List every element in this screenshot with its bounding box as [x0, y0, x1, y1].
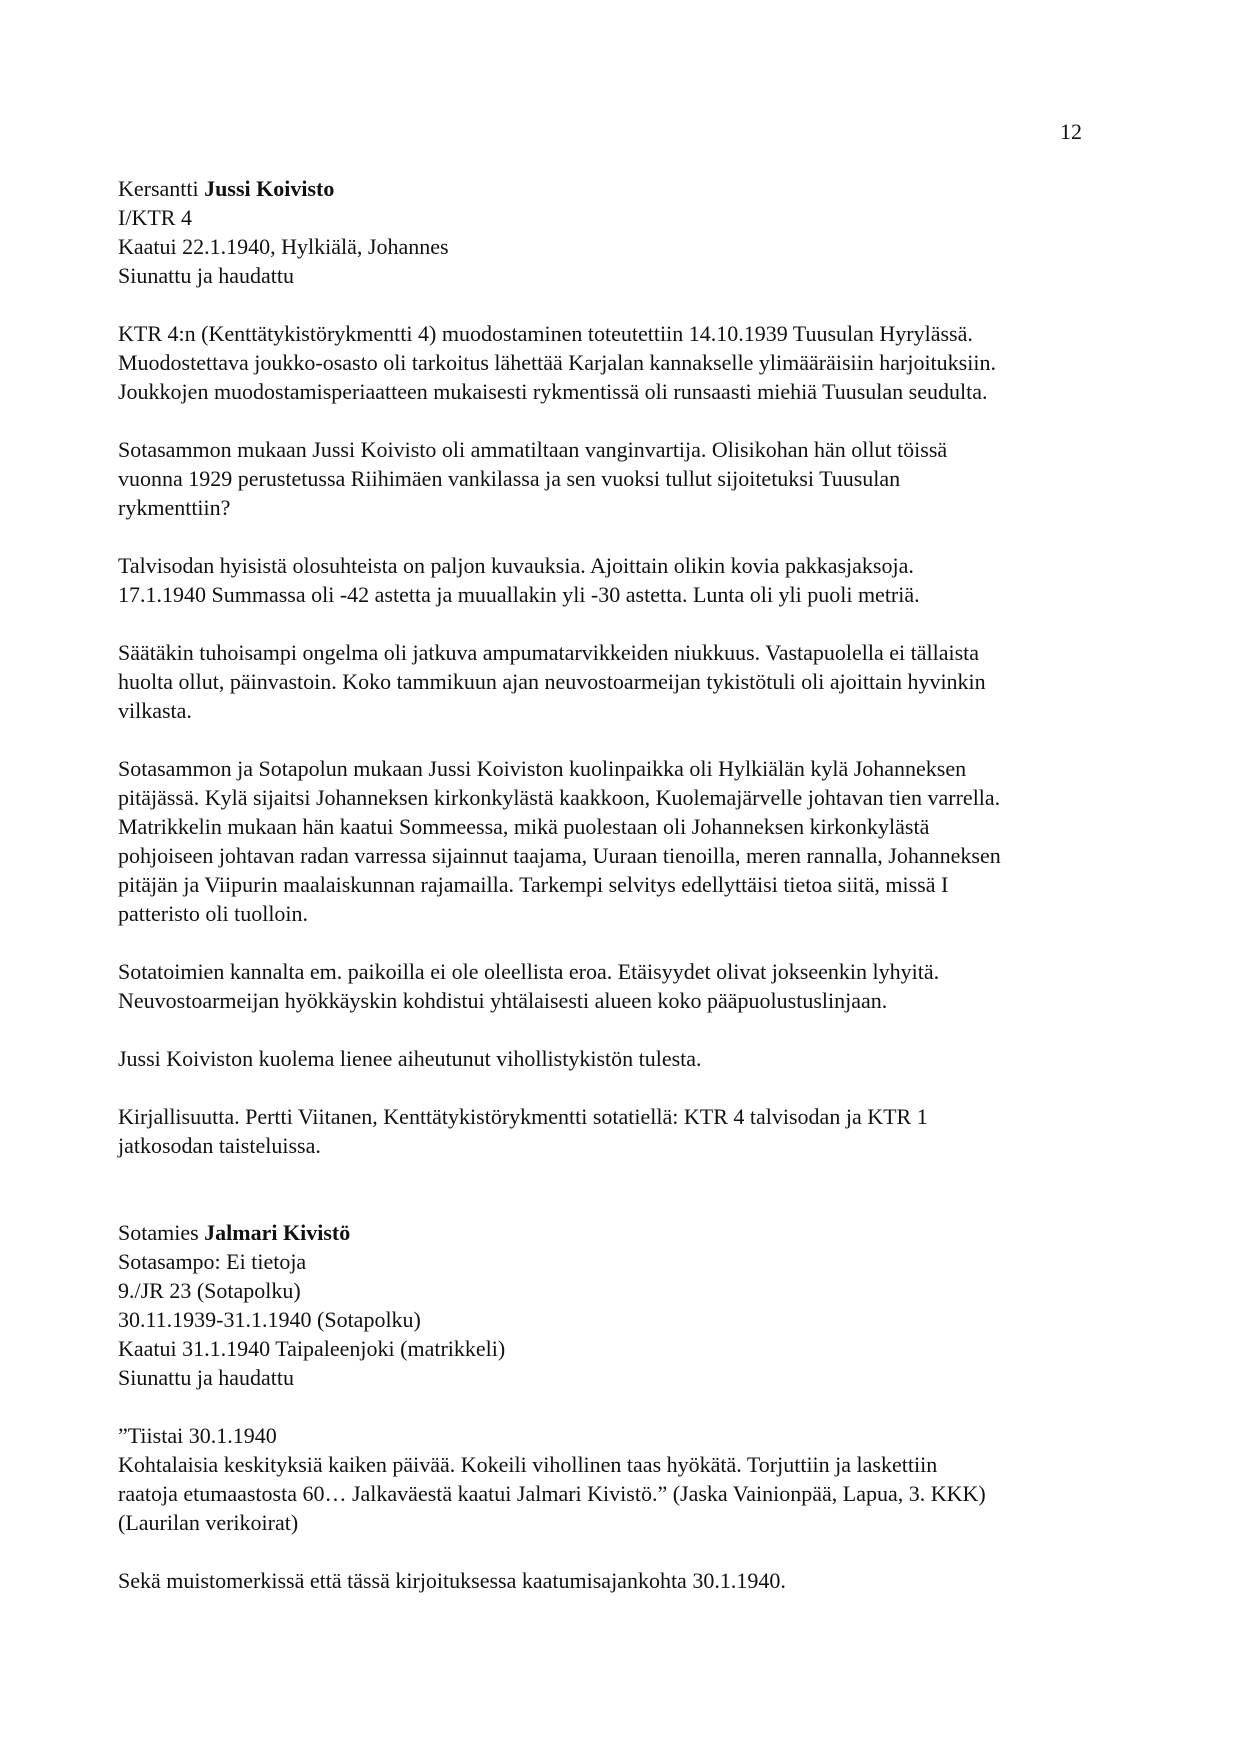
text-line: Muodostettava joukko-osasto oli tarkoitus lähettää Karjalan kannakselle ylimääräisiin harjoituksiin.	[118, 350, 996, 375]
text-line: Talvisodan hyisistä olosuhteista on paljon kuvauksia. Ajoittain olikin kovia pakkasjaksoja.	[118, 553, 914, 578]
document-body	[118, 174, 1128, 1595]
text-line: Matrikkelin mukaan hän kaatui Sommeessa, mikä puolestaan oli Johanneksen kirkonkylästä	[118, 814, 930, 839]
paragraph	[118, 1566, 1128, 1595]
text-line: 17.1.1940 Summassa oli -42 astetta ja muuallakin yli -30 astetta. Lunta oli yli puoli metriä.	[118, 582, 920, 607]
text-line: pitäjän ja Viipurin maalaiskunnan rajamailla. Tarkempi selvitys edellyttäisi tietoa siitä, missä I	[118, 872, 949, 897]
text-line: Sekä muistomerkissä että tässä kirjoituksessa kaatumisajankohta 30.1.1940.	[118, 1568, 786, 1593]
text-line: KTR 4:n (Kenttätykistörykmentti 4) muodostaminen toteutettiin 14.10.1939 Tuusulan Hyrylässä.	[118, 321, 973, 346]
soldier-unit: I/KTR 4	[118, 205, 192, 230]
paragraph	[118, 551, 1128, 609]
text-line: vilkasta.	[118, 698, 192, 723]
text-line: pitäjässä. Kylä sijaitsi Johanneksen kirkonkylästä kaakkoon, Kuolemajärvelle johtavan tien varrella.	[118, 785, 1001, 810]
paragraph-quote	[118, 1421, 1128, 1537]
entry-jalmari-kivisto	[118, 1218, 1128, 1595]
soldier-death: Kaatui 22.1.1940, Hylkiälä, Johannes	[118, 234, 449, 259]
soldier-rank: Kersantti	[118, 176, 205, 201]
soldier-burial: Siunattu ja haudattu	[118, 263, 294, 288]
soldier-service-period: 30.11.1939-31.1.1940 (Sotapolku)	[118, 1307, 421, 1332]
soldier-name: Jussi Koivisto	[204, 176, 335, 201]
soldier-title-line	[118, 1218, 1128, 1247]
entry-jussi-koivisto	[118, 174, 1128, 1160]
text-line: Kohtalaisia keskityksiä kaiken päivää. Kokeili vihollinen taas hyökätä. Torjuttiin ja laskettiin	[118, 1452, 938, 1477]
entry-header	[118, 174, 1128, 290]
soldier-rank: Sotamies	[118, 1220, 205, 1245]
text-line: rykmenttiin?	[118, 495, 231, 520]
soldier-sotasampo: Sotasampo: Ei tietoja	[118, 1249, 307, 1274]
text-line: huolta ollut, päinvastoin. Koko tammikuun ajan neuvostoarmeijan tykistötuli oli ajoittain hyvinkin	[118, 669, 986, 694]
page-number: 12	[1060, 119, 1082, 144]
paragraph	[118, 754, 1128, 928]
text-line: Joukkojen muodostamisperiaatteen mukaisesti rykmentissä oli runsaasti miehiä Tuusulan seudulta.	[118, 379, 988, 404]
paragraph	[118, 957, 1128, 1015]
text-line: pohjoiseen johtavan radan varressa sijainnut taajama, Uuraan tienoilla, meren rannalla, Johanneksen	[118, 843, 1001, 868]
text-line: Kirjallisuutta. Pertti Viitanen, Kenttätykistörykmentti sotatiellä: KTR 4 talvisodan ja KTR 1	[118, 1104, 928, 1129]
text-line: Säätäkin tuhoisampi ongelma oli jatkuva ampumatarvikkeiden niukkuus. Vastapuolella ei tällaista	[118, 640, 980, 665]
soldier-name: Jalmari Kivistö	[204, 1220, 351, 1245]
paragraph	[118, 638, 1128, 725]
text-line: jatkosodan taisteluissa.	[118, 1133, 321, 1158]
text-line: Jussi Koiviston kuolema lienee aiheutunut vihollistykistön tulesta.	[118, 1046, 702, 1071]
text-line: Neuvostoarmeijan hyökkäyskin kohdistui yhtälaisesti alueen koko pääpuolustuslinjaan.	[118, 988, 888, 1013]
text-line: Sotasammon ja Sotapolun mukaan Jussi Koiviston kuolinpaikka oli Hylkiälän kylä Johanneksen	[118, 756, 967, 781]
text-line: patteristo oli tuolloin.	[118, 901, 309, 926]
paragraph	[118, 435, 1128, 522]
soldier-burial: Siunattu ja haudattu	[118, 1365, 294, 1390]
soldier-death: Kaatui 31.1.1940 Taipaleenjoki (matrikkeli)	[118, 1336, 506, 1361]
text-line: vuonna 1929 perustetussa Riihimäen vankilassa ja sen vuoksi tullut sijoitetuksi Tuusulan	[118, 466, 901, 491]
soldier-unit: 9./JR 23 (Sotapolku)	[118, 1278, 301, 1303]
paragraph-literature	[118, 1102, 1128, 1160]
soldier-title-line	[118, 174, 1128, 203]
text-line: Sotatoimien kannalta em. paikoilla ei ole oleellista eroa. Etäisyydet olivat jokseenkin lyhyitä.	[118, 959, 940, 984]
text-line: ”Tiistai 30.1.1940	[118, 1423, 277, 1448]
entry-header	[118, 1218, 1128, 1392]
text-line: (Laurilan verikoirat)	[118, 1510, 299, 1535]
text-line: Sotasammon mukaan Jussi Koivisto oli ammatiltaan vanginvartija. Olisikohan hän ollut töissä	[118, 437, 948, 462]
paragraph	[118, 319, 1128, 406]
text-line: raatoja etumaastosta 60… Jalkaväestä kaatui Jalmari Kivistö.” (Jaska Vainionpää, Lapua, 3. KKK)	[118, 1481, 986, 1506]
paragraph	[118, 1044, 1128, 1073]
